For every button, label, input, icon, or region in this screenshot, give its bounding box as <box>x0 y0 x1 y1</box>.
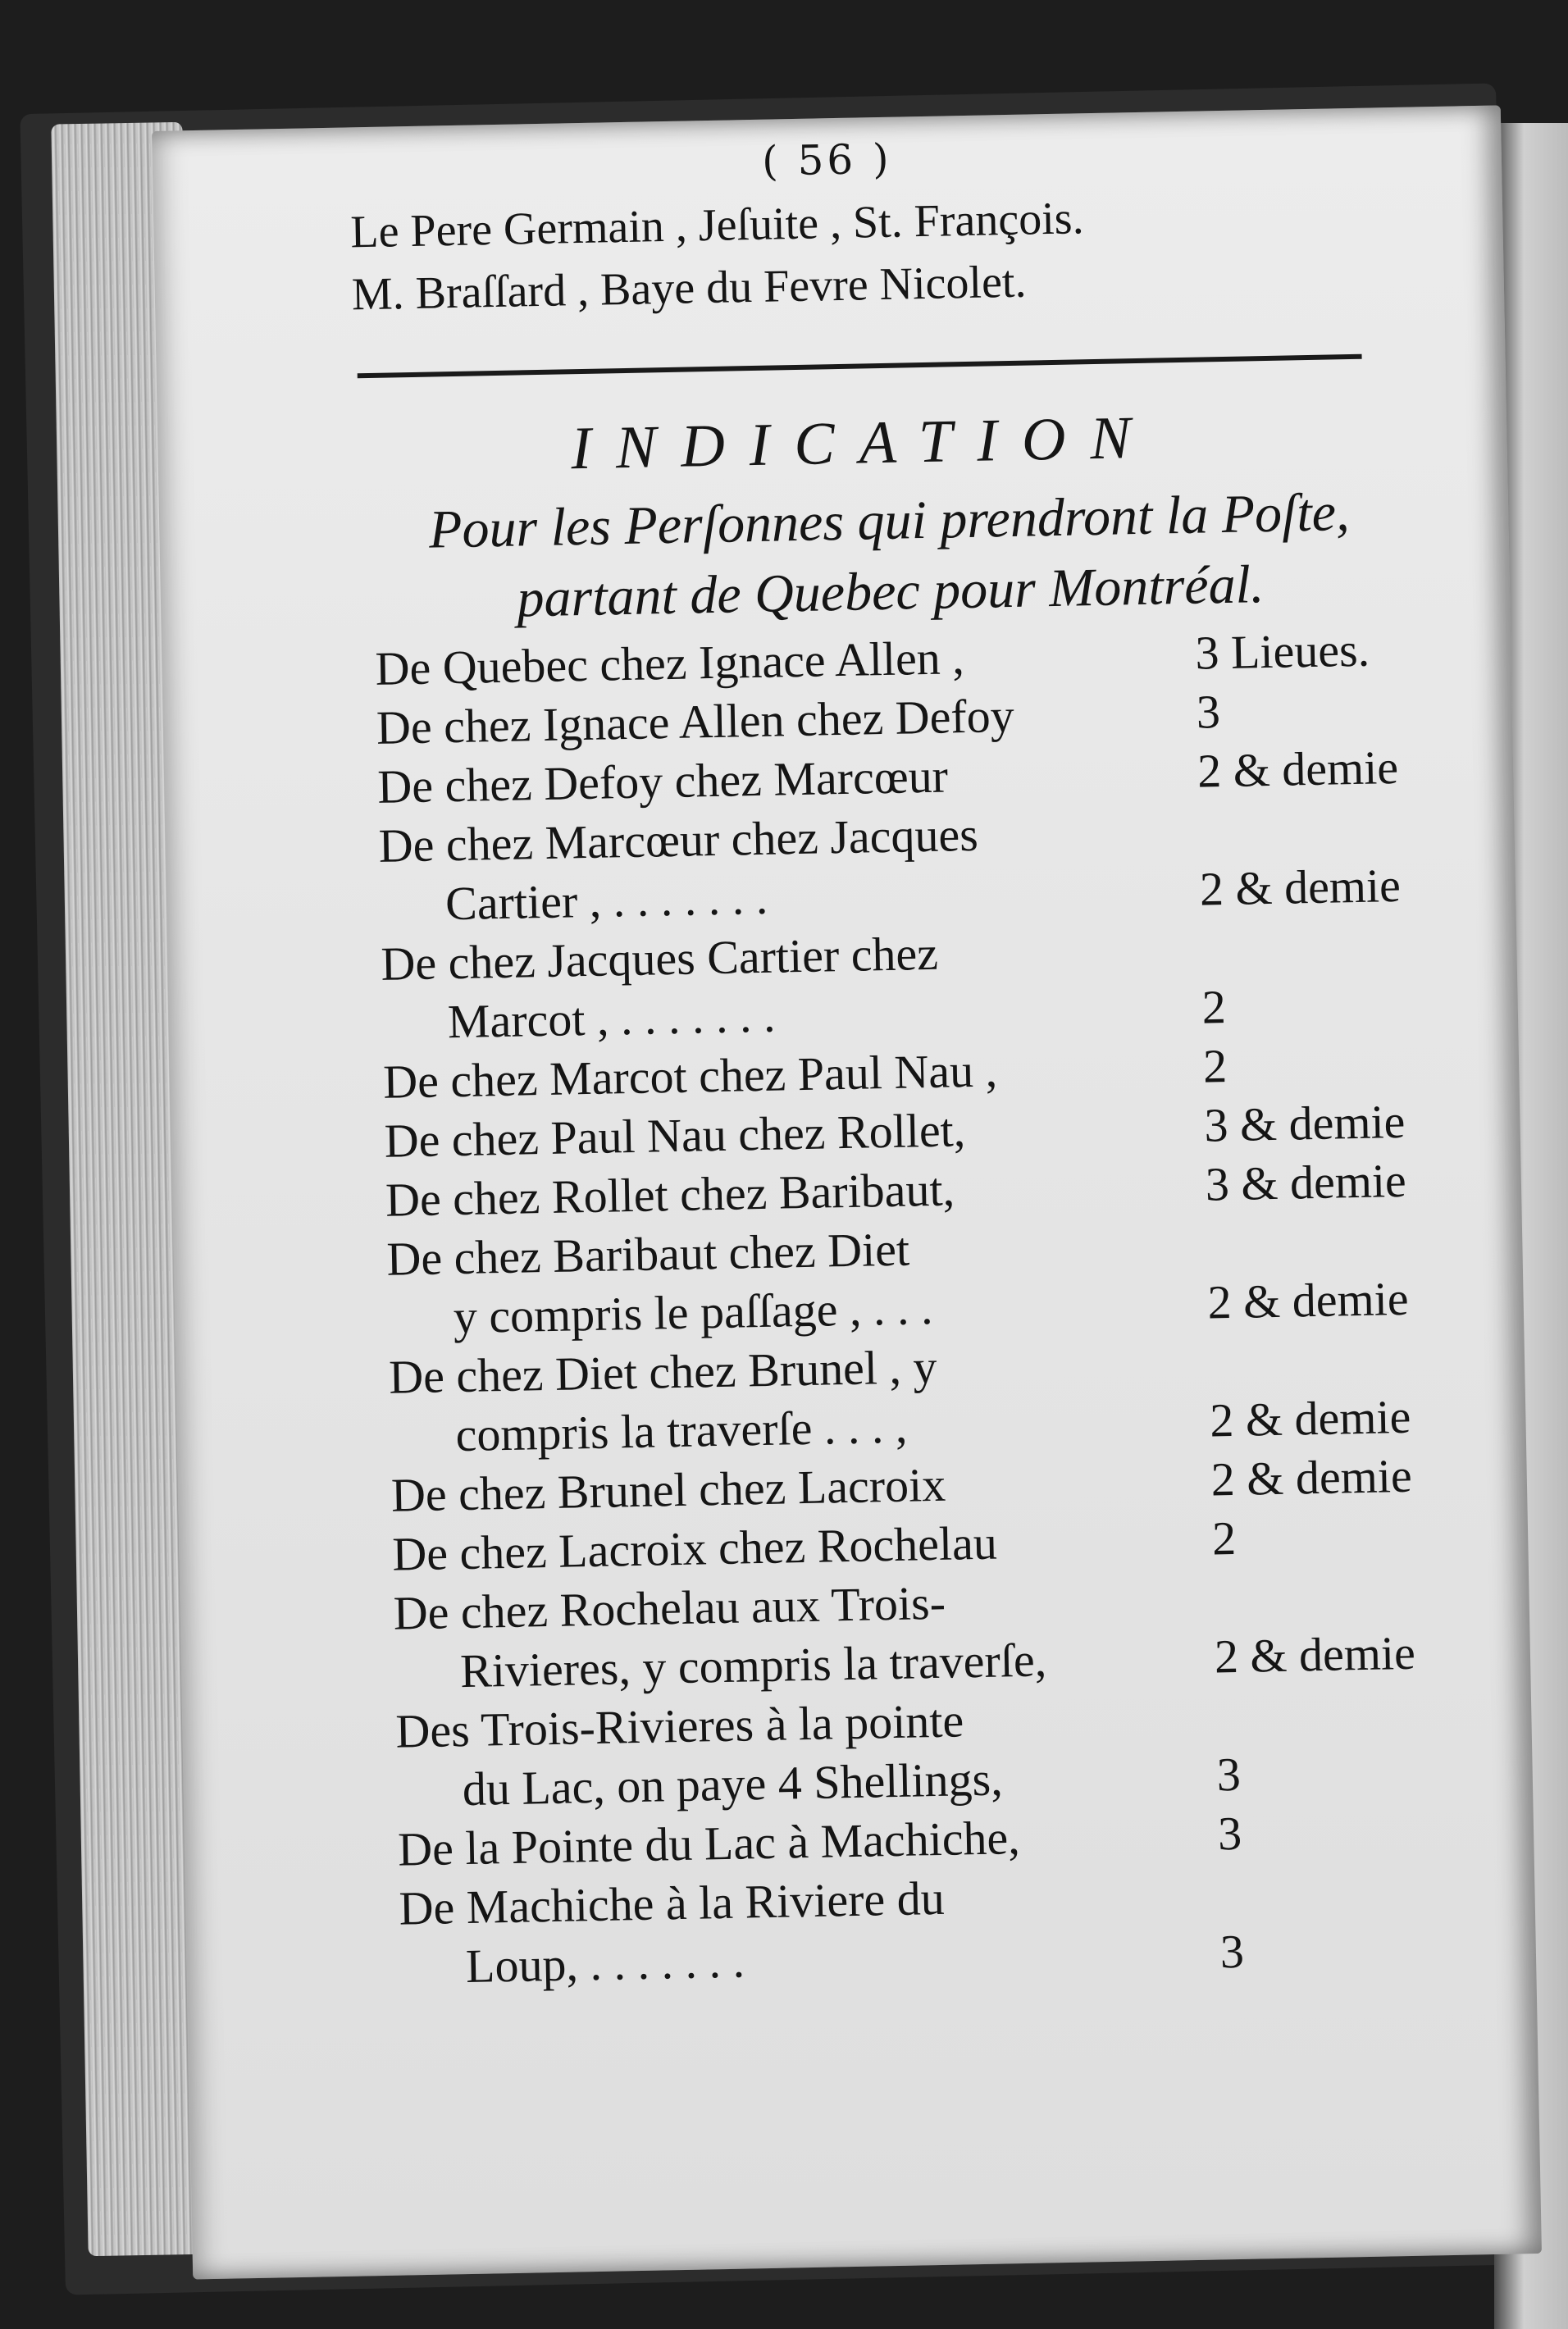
intro-lines <box>350 187 1086 326</box>
route-list <box>375 618 1549 1998</box>
route-text: De chez Rochelau aux Trois- <box>393 1575 946 1640</box>
route-text: De chez Defoy chez Marcœur <box>376 749 949 814</box>
route-text: compris la traverſe . . . , <box>454 1399 908 1462</box>
route-distance <box>1199 840 1511 845</box>
intro-line: M. Braſſard , Baye du Fevre Nicolet. <box>351 256 1027 321</box>
route-text: Loup, . . . . . . . <box>465 1934 745 1994</box>
route-text: Rivieres, y compris la traverſe, <box>459 1633 1047 1698</box>
section-subheading <box>307 475 1474 638</box>
route-distance <box>1219 1903 1531 1908</box>
section-heading: INDICATION <box>570 403 1156 483</box>
route-text: De chez Paul Nau chez Rollet, <box>384 1103 966 1168</box>
route-distance <box>1214 1607 1525 1613</box>
route-distance: 3 & demie <box>1203 1094 1406 1152</box>
route-distance: 2 & demie <box>1197 740 1399 798</box>
route-distance: 3 <box>1216 1747 1242 1802</box>
route-text: De Quebec chez Ignace Allen , <box>375 631 965 695</box>
route-text: Des Trois-Rivieres à la pointe <box>394 1693 964 1758</box>
route-distance: 3 & demie <box>1205 1153 1407 1211</box>
route-text: De chez Diet chez Brunel , y <box>388 1339 938 1404</box>
route-distance: 2 & demie <box>1207 1271 1410 1329</box>
route-text: De chez Lacroix chez Rochelau <box>391 1515 998 1581</box>
route-text: De chez Rollet chez Baribaut, <box>385 1162 955 1227</box>
route-text: De chez Baribaut chez Diet <box>385 1222 910 1286</box>
route-text: du Lac, on paye 4 Shellings, <box>462 1752 1004 1816</box>
route-distance: 2 & demie <box>1214 1625 1416 1684</box>
route-text: De chez Marcœur chez Jacques <box>378 807 979 873</box>
horizontal-rule <box>358 354 1362 379</box>
route-distance: 3 <box>1219 1924 1245 1979</box>
page-number: ( 56 ) <box>761 134 893 185</box>
route-distance: 2 & demie <box>1209 1389 1411 1447</box>
route-distance <box>1209 1371 1520 1377</box>
route-text: De chez Marcot chez Paul Nau , <box>382 1043 998 1109</box>
route-text: y compris le paſſage , . . . <box>453 1280 934 1344</box>
route-text: Cartier , . . . . . . . <box>444 870 768 931</box>
route-distance: 2 <box>1202 1039 1228 1093</box>
route-distance: 3 <box>1196 685 1221 739</box>
subheading-line: partant de Quebec pour Montréal. <box>516 554 1265 629</box>
route-distance <box>1201 958 1513 964</box>
route-text: De chez Brunel chez Lacroix <box>390 1457 946 1522</box>
route-distance: 2 <box>1211 1511 1237 1566</box>
route-text: De Machiche à la Riviere du <box>399 1871 946 1935</box>
route-distance <box>1216 1725 1528 1731</box>
route-distance: 2 <box>1201 980 1227 1034</box>
subheading-line: Pour les Perſonnes qui prendront la Poſte, <box>428 482 1351 560</box>
route-text: De chez Jacques Cartier chez <box>380 926 939 991</box>
route-distance: 2 & demie <box>1210 1448 1413 1506</box>
route-distance <box>1207 1253 1519 1259</box>
intro-line: Le Pere Germain , Jeſuite , St. François. <box>349 193 1085 258</box>
route-distance: 3 <box>1217 1806 1242 1861</box>
route-distance: 3 Lieues. <box>1194 622 1370 680</box>
route-distance: 2 & demie <box>1199 858 1402 916</box>
route-text: De la Pointe du Lac à Machiche, <box>397 1811 1021 1876</box>
book-page <box>152 105 1542 2279</box>
route-text: De chez Ignace Allen chez Defoy <box>376 688 1015 754</box>
route-text: Marcot , . . . . . . . <box>447 988 776 1049</box>
